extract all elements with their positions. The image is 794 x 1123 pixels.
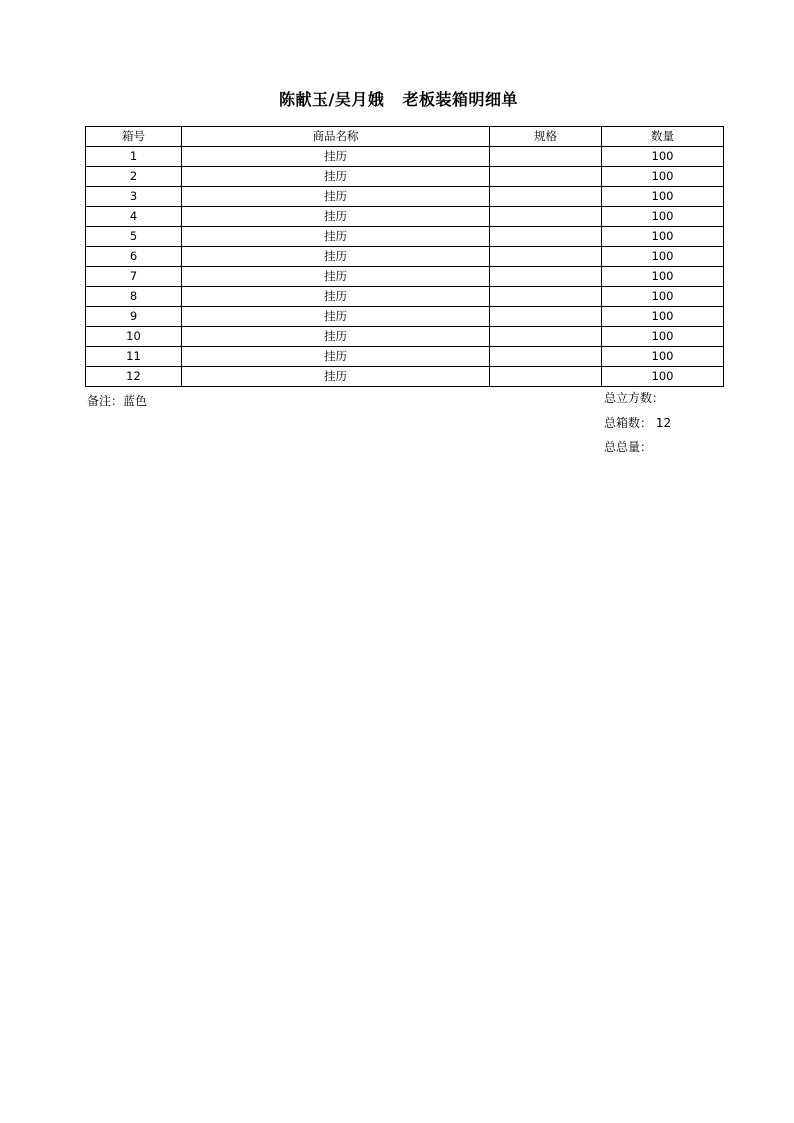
cell-quantity: 100 [602, 327, 724, 347]
cell-spec [490, 287, 602, 307]
header-box-no: 箱号 [86, 127, 182, 147]
table-row [86, 367, 724, 387]
table-row [86, 187, 724, 207]
cell-product-name: 挂历 [182, 207, 490, 227]
cell-quantity: 100 [602, 247, 724, 267]
cell-quantity: 100 [602, 167, 724, 187]
cell-box-no: 3 [86, 187, 182, 207]
total-boxes-label: 总箱数： 12 [604, 416, 672, 430]
cell-spec [490, 307, 602, 327]
cell-product-name: 挂历 [182, 147, 490, 167]
table-row [86, 307, 724, 327]
cell-box-no: 4 [86, 207, 182, 227]
cell-quantity: 100 [602, 227, 724, 247]
cell-product-name: 挂历 [182, 267, 490, 287]
cell-quantity: 100 [602, 187, 724, 207]
table-row [86, 267, 724, 287]
table-row [86, 227, 724, 247]
table-header-row [86, 127, 724, 147]
cell-spec [490, 207, 602, 227]
document-title: 陈献玉/吴月娥 老板装箱明细单 [278, 90, 519, 109]
cell-quantity: 100 [602, 347, 724, 367]
cell-box-no: 12 [86, 367, 182, 387]
cell-box-no: 10 [86, 327, 182, 347]
cell-quantity: 100 [602, 307, 724, 327]
cell-box-no: 7 [86, 267, 182, 287]
cell-quantity: 100 [602, 147, 724, 167]
table-row [86, 147, 724, 167]
cell-spec [490, 227, 602, 247]
cell-spec [490, 187, 602, 207]
table-row [86, 347, 724, 367]
cell-box-no: 9 [86, 307, 182, 327]
cell-quantity: 100 [602, 287, 724, 307]
cell-spec [490, 367, 602, 387]
table-row [86, 287, 724, 307]
cell-product-name: 挂历 [182, 287, 490, 307]
cell-product-name: 挂历 [182, 167, 490, 187]
cell-product-name: 挂历 [182, 367, 490, 387]
total-volume-label: 总立方数： [604, 391, 665, 405]
cell-box-no: 5 [86, 227, 182, 247]
table-row [86, 207, 724, 227]
cell-quantity: 100 [602, 267, 724, 287]
cell-product-name: 挂历 [182, 187, 490, 207]
cell-quantity: 100 [602, 367, 724, 387]
total-weight-label: 总总量： [604, 440, 653, 454]
cell-box-no: 2 [86, 167, 182, 187]
cell-product-name: 挂历 [182, 327, 490, 347]
cell-spec [490, 167, 602, 187]
remark-note: 备注：蓝色 [87, 394, 148, 408]
header-spec: 规格 [490, 127, 602, 147]
header-product-name: 商品名称 [182, 127, 490, 147]
table-row [86, 167, 724, 187]
table-row [86, 247, 724, 267]
cell-box-no: 8 [86, 287, 182, 307]
cell-spec [490, 247, 602, 267]
cell-product-name: 挂历 [182, 247, 490, 267]
cell-spec [490, 347, 602, 367]
cell-product-name: 挂历 [182, 307, 490, 327]
cell-spec [490, 327, 602, 347]
cell-box-no: 11 [86, 347, 182, 367]
packing-table [85, 126, 724, 387]
cell-spec [490, 147, 602, 167]
table-row [86, 327, 724, 347]
cell-product-name: 挂历 [182, 347, 490, 367]
cell-box-no: 6 [86, 247, 182, 267]
header-quantity: 数量 [602, 127, 724, 147]
cell-box-no: 1 [86, 147, 182, 167]
cell-spec [490, 267, 602, 287]
cell-product-name: 挂历 [182, 227, 490, 247]
cell-quantity: 100 [602, 207, 724, 227]
